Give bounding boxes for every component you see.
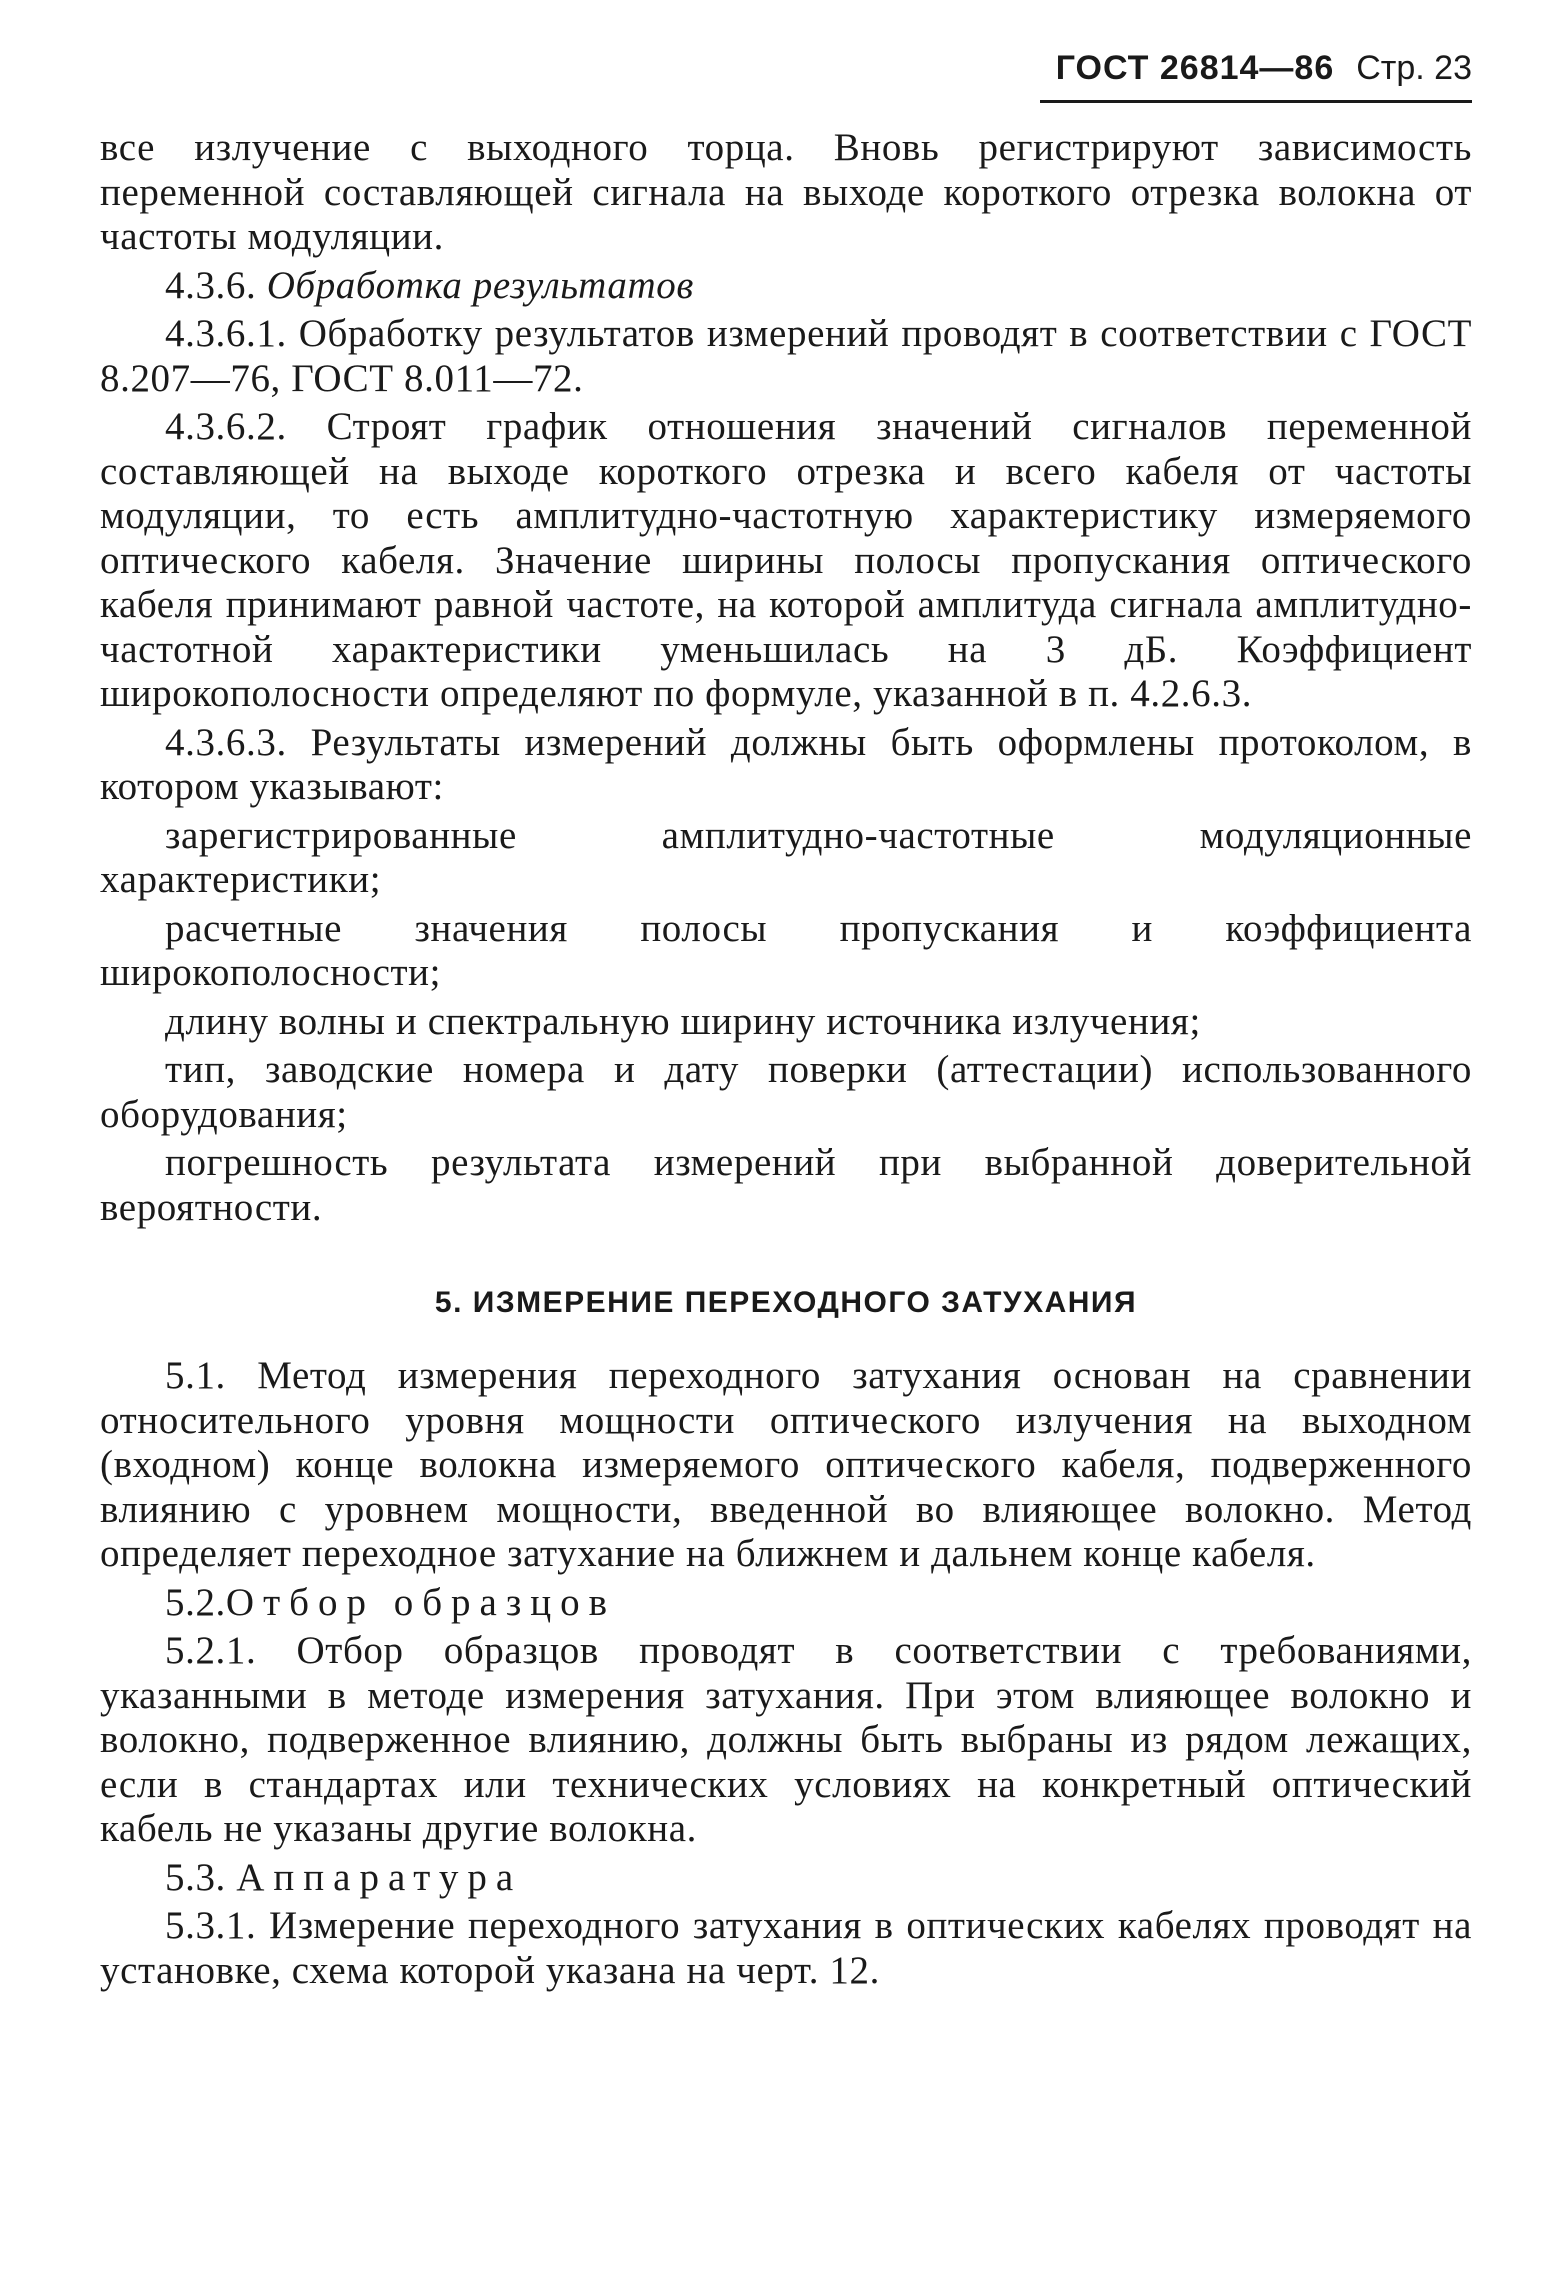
section-title: 5. ИЗМЕРЕНИЕ ПЕРЕХОДНОГО ЗАТУХАНИЯ (434, 1286, 1138, 1319)
paragraph: 5.2.1. Отбор образцов проводят в соответствии с требованиями, указанными в методе измерения затухания. При этом влияющее волокно и волокно, подверженное влиянию, должны быть выбраны из рядом лежащих, если в стандартах или технических условиях на конкретный оптический кабель не указаны другие волокна. (100, 1629, 1472, 1850)
list-item: длину волны и спектральную ширину источника излучения; (165, 999, 1201, 1043)
subsection-title: Аппаратура (236, 1855, 523, 1899)
subsection-number: 5.3. (165, 1855, 226, 1899)
standard-number: ГОСТ 26814—86 (1055, 49, 1335, 87)
paragraph: 4.3.6.1. Обработку результатов измерений проводят в соответствии с ГОСТ 8.207—76, ГОСТ 8.011—72. (100, 312, 1472, 400)
header-rule (1040, 100, 1472, 103)
document-body (100, 126, 1472, 1997)
paragraph: 4.3.6.2. Строят график отношения значений сигналов переменной составляющей на выходе короткого отрезка и всего кабеля от частоты модуляции, то есть амплитудно-частотную характеристику измеряемого оптического кабеля. Значение ширины полосы пропускания оптического кабеля принимают равной частоте, на которой амплитуда сигнала амплитудно-частотной характеристики уменьшилась на 3 дБ. Коэффициент широкополосности определяют по формуле, указанной в п. 4.2.6.3. (100, 405, 1472, 715)
list-item: зарегистрированные амплитудно-частотные модуляционные характеристики; (100, 813, 1472, 901)
subsection-heading (100, 1856, 1472, 1901)
paragraph: 4.3.6.3. Результаты измерений должны быть оформлены протоколом, в котором указывают: (100, 720, 1472, 808)
subsection-number: 4.3.6. (165, 263, 257, 307)
paragraph: 5.3.1. Измерение переходного затухания в оптических кабелях проводят на установке, схема которой указана на черт. 12. (100, 1904, 1472, 1992)
subsection-heading (100, 1581, 1472, 1626)
subsection-heading (100, 264, 1472, 309)
page-number: Стр. 23 (1356, 49, 1472, 87)
list-item: расчетные значения полосы пропускания и коэффициента широкополосности; (100, 906, 1472, 994)
paragraph: 5.1. Метод измерения переходного затухания основан на сравнении относительного уровня мощности оптического излучения на выходном (входном) конце волокна измеряемого оптического кабеля, подверженного влиянию с уровнем мощности, введенной во влияющее волокно. Метод определяет переходное затухание на ближнем и дальнем конце кабеля. (100, 1354, 1472, 1575)
subsection-number: 5.2. (165, 1580, 226, 1624)
list-item: тип, заводские номера и дату поверки (аттестации) использованного оборудования; (100, 1048, 1472, 1136)
subsection-title: Отбор образцов (225, 1580, 617, 1624)
paragraph: все излучение с выходного торца. Вновь регистрируют зависимость переменной составляющей сигнала на выходе короткого отрезка волокна от частоты модуляции. (100, 126, 1472, 258)
page-header (1040, 48, 1472, 88)
list-item: погрешность результата измерений при выбранной доверительной вероятности. (100, 1141, 1472, 1229)
subsection-title: Обработка результатов (266, 263, 694, 307)
